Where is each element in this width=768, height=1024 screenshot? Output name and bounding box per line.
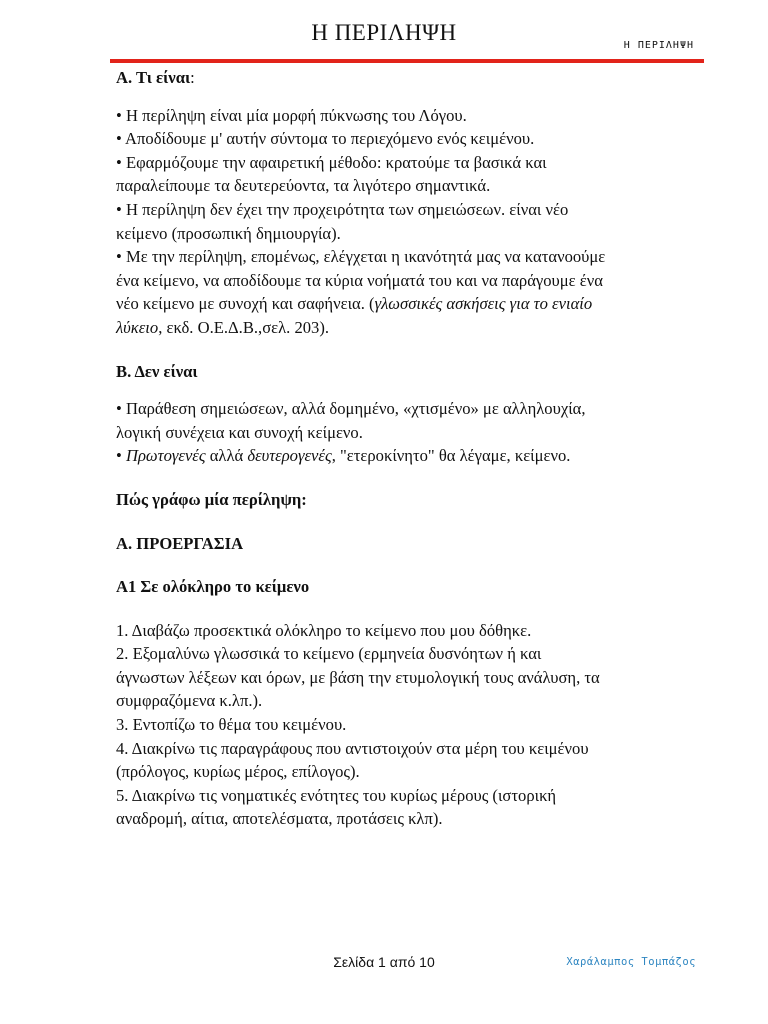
citation-title: γλωσσικές ασκήσεις για το ενιαίο — [374, 294, 593, 314]
list-item: 2. Εξομαλύνω γλωσσικά το κείμενο (ερμηνεία δυσνόητων ή και — [116, 644, 542, 664]
prep-heading: Α. ΠΡΟΕΡΓΑΣΙΑ — [116, 533, 244, 553]
list-item: άγνωστων λέξεων και όρων, με βάση την ετυμολογική τους ανάλυση, τα — [116, 667, 600, 687]
list-item: συμφραζόμενα κ.λπ.). — [116, 691, 263, 711]
list-item: 3. Εντοπίζω το θέμα του κειμένου. — [116, 715, 347, 735]
heading-colon: : — [190, 68, 195, 87]
author-name: Χαράλαμπος Τομπάζος — [566, 956, 696, 968]
citation-title: λύκειο — [116, 317, 159, 337]
italic-term: Πρωτογενές — [125, 446, 206, 466]
list-item: αναδρομή, αίτια, αποτελέσματα, προτάσεις κλπ). — [116, 809, 443, 829]
section-a-heading: Α. Τι είναι — [116, 68, 191, 87]
running-header: Η ΠΕΡΙΛΗΨΗ — [623, 40, 694, 51]
header-divider — [110, 59, 704, 63]
paragraph-line: κείμενο (προσωπική δημιουργία). — [116, 223, 341, 243]
paragraph-line: παραλείπουμε τα δευτερεύοντα, τα λιγότερο σημαντικά. — [116, 176, 491, 196]
paragraph-line — [116, 316, 696, 340]
paragraph-line: • Παράθεση σημειώσεων, αλλά δομημένο, «χτισμένο» με αλληλουχία, — [116, 399, 586, 419]
paragraph-line: • Αποδίδουμε μ' αυτήν σύντομα το περιεχόμενο ενός κειμένου. — [116, 129, 535, 149]
list-item: (πρόλογος, κυρίως μέρος, επίλογος). — [116, 762, 360, 782]
paragraph-line: • Με την περίληψη, επομένως, ελέγχεται η ικανότητά μας να κατανοούμε — [116, 247, 606, 267]
text-run: αλλά — [205, 446, 248, 466]
howto-heading: Πώς γράφω μία περίληψη: — [116, 489, 307, 509]
page-title: Η ΠΕΡΙΛΗΨΗ — [311, 20, 457, 45]
section-heading — [116, 66, 696, 90]
paragraph-line — [116, 444, 696, 468]
document-body — [116, 66, 696, 831]
paragraph-line: λογική συνέχεια και συνοχή κείμενο. — [116, 422, 363, 442]
list-item: 4. Διακρίνω τις παραγράφους που αντιστοιχούν στα μέρη του κειμένου — [116, 738, 589, 758]
paragraph-line: • Η περίληψη δεν έχει την προχειρότητα των σημειώσεων. είναι νέο — [116, 199, 569, 219]
page-number: Σελίδα 1 από 10 — [333, 954, 435, 970]
paragraph-line — [116, 292, 696, 316]
section-b-heading: Β. Δεν είναι — [116, 361, 198, 381]
text-run: • — [116, 446, 126, 466]
list-item: 1. Διαβάζω προσεκτικά ολόκληρο το κείμενο που μου δόθηκε. — [116, 620, 532, 640]
a1-heading: Α1 Σε ολόκληρο το κείμενο — [116, 577, 310, 597]
paragraph-line: ένα κείμενο, να αποδίδουμε τα κύρια νοήματά του και να παράγουμε ένα — [116, 270, 603, 290]
paragraph-line: • Η περίληψη είναι μία μορφή πύκνωσης του Λόγου. — [116, 105, 467, 125]
text-run: , "ετεροκίνητο" θα λέγαμε, κείμενο. — [331, 446, 571, 466]
paragraph-line: • Εφαρμόζουμε την αφαιρετική μέθοδο: κρατούμε τα βασικά και — [116, 152, 547, 172]
list-item: 5. Διακρίνω τις νοηματικές ενότητες του κυρίως μέρους (ιστορική — [116, 785, 557, 805]
text-run: , εκδ. Ο.Ε.Δ.Β.,σελ. 203). — [158, 317, 330, 337]
text-run: νέο κείμενο με συνοχή και σαφήνεια. ( — [116, 294, 375, 314]
italic-term: δευτερογενές — [247, 446, 332, 466]
